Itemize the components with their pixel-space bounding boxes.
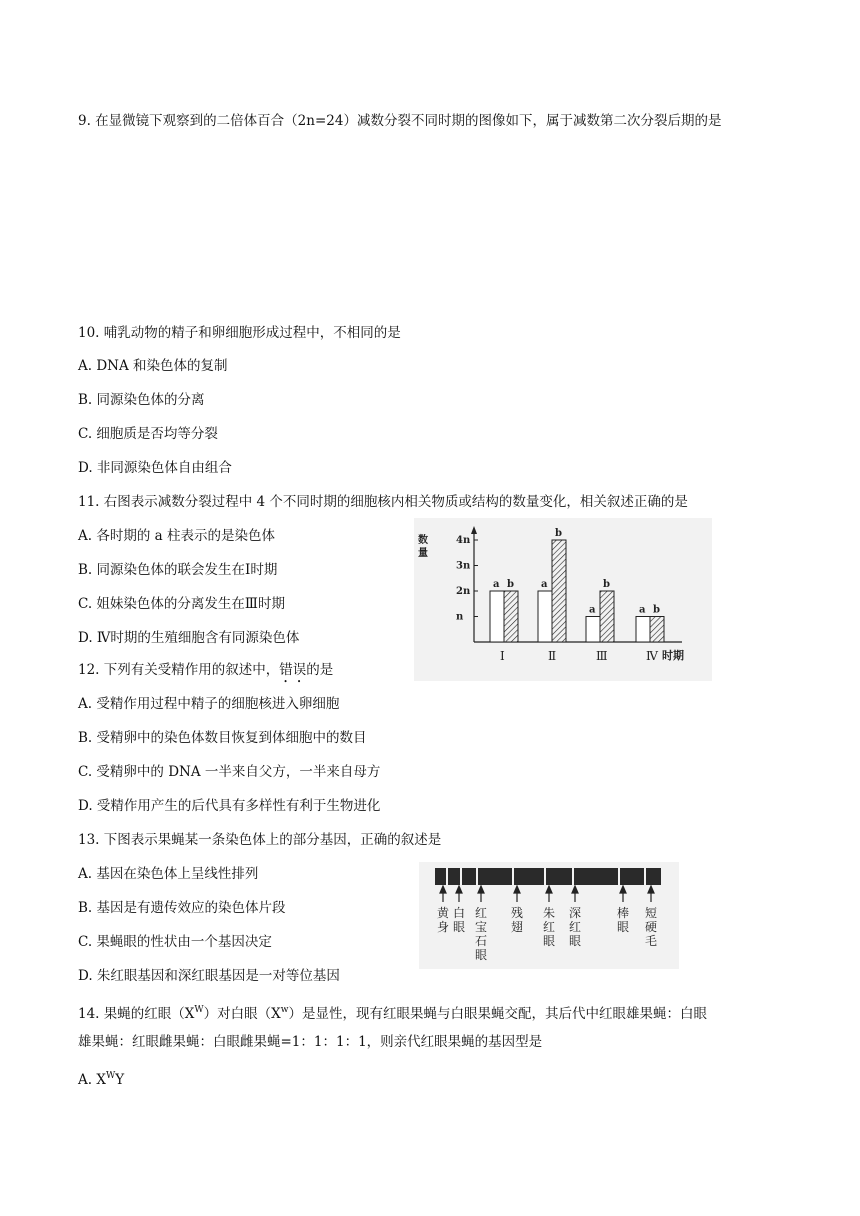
gene-label: 白眼: [453, 906, 466, 934]
q13-option-d: D. 朱红眼基因和深红眼基因是一对等位基因: [78, 968, 340, 984]
q12-stem-post: 的是: [306, 662, 334, 678]
bar-a-label: a: [639, 604, 646, 616]
gene-label: 深红眼: [569, 906, 582, 948]
q14-option-a-post: Y: [115, 1072, 125, 1088]
q14-line2: 雄果蝇：红眼雌果蝇：白眼雌果蝇=1：1：1：1，则亲代红眼果蝇的基因型是: [78, 1034, 543, 1050]
bar-chart-svg: [414, 518, 712, 681]
q13-option-b: B. 基因是有遗传效应的染色体片段: [78, 900, 286, 916]
bar-a: [538, 591, 552, 642]
q12-stem: [78, 660, 333, 686]
bar-a: [636, 617, 650, 643]
gene-arrow-head: [620, 886, 626, 893]
q12-option-a: A. 受精作用过程中精子的细胞核进入卵细胞: [78, 696, 340, 712]
bar-b: [552, 540, 566, 642]
gene-label: 短硬毛: [645, 906, 658, 948]
chromosome-bar: [435, 868, 661, 885]
q14-option-a: [78, 1066, 124, 1090]
q14-sup-w: w: [280, 1005, 289, 1015]
q11-option-a: A. 各时期的 a 柱表示的是染色体: [78, 528, 275, 544]
bar-a-label: a: [493, 579, 500, 590]
q14-line1: [78, 1000, 707, 1024]
gene-label: 棒眼: [617, 906, 630, 934]
q10-option-c: C. 细胞质是否均等分裂: [78, 426, 218, 442]
x-category-label: Ⅰ: [500, 649, 505, 663]
x-category-label: Ⅲ: [596, 649, 608, 663]
q12-option-c: C. 受精卵中的 DNA 一半来自父方，一半来自母方: [78, 764, 381, 780]
q9-text: 9. 在显微镜下观察到的二倍体百合（2n=24）减数分裂不同时期的图像如下，属于减数第二次分裂后期的是: [78, 113, 722, 129]
q14-line1-c: ）是显性，现有红眼果蝇与白眼果蝇交配，其后代中红眼雄果蝇：白眼: [288, 1006, 707, 1022]
q12-option-b: B. 受精卵中的染色体数目恢复到体细胞中的数目: [78, 730, 367, 746]
gene-chromosome-svg: [419, 862, 679, 969]
y-axis-label-char: 数: [418, 535, 428, 546]
q14-option-a-pre: A. X: [78, 1072, 106, 1088]
q13-option-a: A. 基因在染色体上呈线性排列: [78, 866, 259, 882]
q11-stem: 11. 右图表示减数分裂过程中 4 个不同时期的细胞核内相关物质或结构的数量变化，相关叙述正确的是: [78, 494, 688, 510]
q10-stem: 10. 哺乳动物的精子和卵细胞形成过程中，不相同的是: [78, 325, 401, 341]
bar-a: [586, 617, 600, 643]
x-category-label: Ⅳ: [646, 649, 658, 663]
q10-option-a: A. DNA 和染色体的复制: [78, 358, 228, 374]
y-tick-label: n: [456, 611, 464, 623]
y-axis-label-char: 量: [418, 548, 428, 559]
q11-option-b: B. 同源染色体的联会发生在Ⅰ时期: [78, 562, 278, 578]
gene-label: 红宝石眼: [475, 906, 488, 962]
x-category-label: Ⅱ: [548, 649, 557, 663]
bar-b: [600, 591, 614, 642]
q12-stem-emphasis: 错误: [279, 662, 307, 678]
bar-a: [490, 591, 504, 642]
bar-b: [650, 617, 664, 643]
bar-a-label: a: [541, 579, 548, 590]
gene-arrow-head: [456, 886, 462, 893]
q14-sup-W: W: [194, 1005, 204, 1015]
gene-arrow-head: [648, 886, 654, 893]
q12-stem-pre: 12. 下列有关受精作用的叙述中，: [78, 662, 280, 678]
bar-b: [504, 591, 518, 642]
q10-option-d: D. 非同源染色体自由组合: [78, 460, 232, 476]
q10-option-b: B. 同源染色体的分离: [78, 392, 205, 408]
q11-option-c: C. 姐妹染色体的分离发生在Ⅲ时期: [78, 596, 285, 612]
y-tick-label: 4n: [456, 535, 471, 546]
gene-arrow-head: [572, 886, 578, 893]
y-axis-arrowhead: [471, 526, 477, 534]
y-tick-label: 2n: [456, 586, 471, 597]
bar-b-label: b: [507, 579, 514, 590]
bar-b-label: b: [603, 579, 610, 590]
q12-option-d: D. 受精作用产生的后代具有多样性有利于生物进化: [78, 798, 381, 814]
q14-option-a-sup: W: [105, 1071, 116, 1081]
gene-arrow-head: [478, 886, 484, 893]
bar-b-label: b: [555, 528, 562, 539]
bar-b-label: b: [653, 604, 660, 616]
gene-chromosome-figure: [419, 862, 679, 969]
gene-label: 残翅: [511, 906, 524, 934]
bar-chart-figure: [414, 518, 712, 681]
q11-option-d: D. Ⅳ时期的生殖细胞含有同源染色体: [78, 630, 300, 646]
gene-arrow-head: [546, 886, 552, 893]
gene-arrow-head: [514, 886, 520, 893]
bar-a-label: a: [589, 604, 596, 616]
gene-label: 黄身: [437, 906, 450, 934]
q14-line1-a: 14. 果蝇的红眼（X: [78, 1006, 195, 1022]
q13-option-c: C. 果蝇眼的性状由一个基因决定: [78, 934, 272, 950]
x-axis-label: 时期: [662, 649, 684, 662]
q13-stem: 13. 下图表示果蝇某一条染色体上的部分基因，正确的叙述是: [78, 832, 442, 848]
gene-label: 朱红眼: [543, 906, 556, 948]
y-tick-label: 3n: [456, 560, 471, 572]
q14-line1-b: ）对白眼（X: [203, 1006, 281, 1022]
gene-arrow-head: [440, 886, 446, 893]
